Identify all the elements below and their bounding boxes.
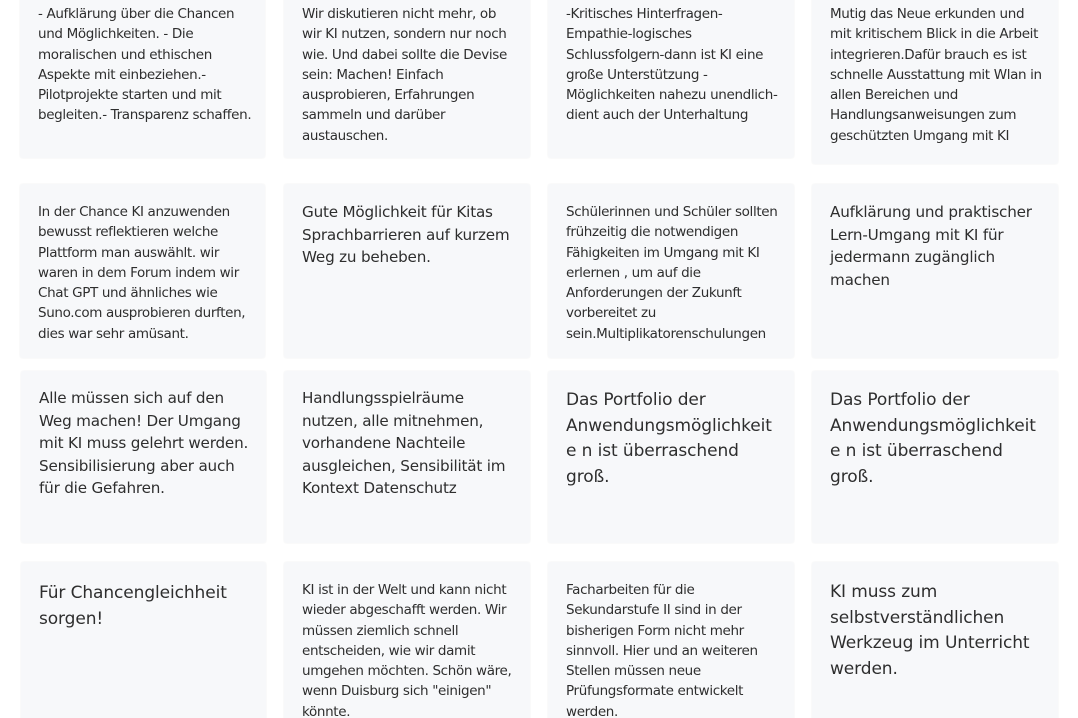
sticky-note-text: Für Chancengleichheit sorgen! [39,583,227,629]
sticky-note-card[interactable] [548,371,794,543]
sticky-note-card[interactable] [21,562,266,718]
sticky-note-text: Das Portfolio der Anwendungsmöglichkeite n ist überraschend groß. [830,390,1036,487]
sticky-note-text: Handlungsspielräume nutzen, alle mitnehmen, vorhandene Nachteile ausgleichen, Sensibilität im Kontext Datenschutz [302,389,506,498]
sticky-note-card[interactable] [284,371,530,543]
sticky-note-card[interactable] [812,371,1058,543]
sticky-note-card[interactable] [812,562,1058,718]
sticky-note-text: - Aufklärung über die Chancen und Möglichkeiten. - Die moralischen und ethischen Aspekte mit einbeziehen.- Pilotprojekte starten und mit begleiten.- Transparenz schaffen. [38,6,252,124]
sticky-note-text: In der Chance KI anzuwenden bewusst reflektieren welche Plattform man auswählt. wir waren in dem Forum indem wir Chat GPT und ähnliches wie Suno.com ausprobieren durften, dies war sehr amüsant. [38,204,246,342]
sticky-note-card[interactable] [284,0,530,158]
sticky-note-card[interactable] [20,184,265,358]
sticky-note-text: Wir diskutieren nicht mehr, ob wir KI nutzen, sondern nur noch wie. Und dabei sollte die Devise sein: Machen! Einfach ausprobieren, Erfahrungen sammeln und darüber austauschen. [302,6,507,144]
sticky-note-card[interactable] [20,0,265,158]
sticky-note-card[interactable] [284,184,530,358]
sticky-note-text: KI muss zum selbstverständlichen Werkzeug im Unterricht werden. [830,582,1030,679]
sticky-note-card[interactable] [548,562,794,718]
sticky-note-text: Gute Möglichkeit für Kitas Sprachbarrieren auf kurzem Weg zu beheben. [302,203,510,267]
sticky-note-text: Alle müssen sich auf den Weg machen! Der Umgang mit KI muss gelehrt werden. Sensibilisierung aber auch für die Gefahren. [39,389,249,498]
sticky-note-text: Facharbeiten für die Sekundarstufe II sind in der bisherigen Form nicht mehr sinnvoll. Hier und an weiteren Stellen müssen neue Prüfungsformate entwickelt werden. [566,582,758,718]
sticky-note-text: Aufklärung und praktischer Lern-Umgang mit KI für jedermann zugänglich machen [830,203,1032,289]
sticky-note-text: -Kritisches Hinterfragen-Empathie-logisches Schlussfolgern-dann ist KI eine große Unterstützung - Möglichkeiten nahezu unendlich-dient auch der Unterhaltung [566,6,778,124]
sticky-note-card[interactable] [812,0,1058,164]
sticky-note-text: Das Portfolio der Anwendungsmöglichkeite n ist überraschend groß. [566,390,772,487]
sticky-note-text: Mutig das Neue erkunden und mit kritischem Blick in die Arbeit integrieren.Dafür brauch es ist schnelle Ausstattung mit Wlan in allen Bereichen und Handlungsanweisungen zum geschützten Umgang mit KI [830,6,1042,144]
sticky-note-card[interactable] [812,184,1058,358]
sticky-note-text: Schülerinnen und Schüler sollten frühzeitig die notwendigen Fähigkeiten im Umgang mit KI erlernen , um auf die Anforderungen der Zukunft vorbereitet zu sein.Multiplikatorenschulungen [566,204,778,342]
sticky-note-text: KI ist in der Welt und kann nicht wieder abgeschafft werden. Wir müssen ziemlich schnell entscheiden, wie wir damit umgehen möchten. Schön wäre, wenn Duisburg sich "einigen" könnte. [302,582,512,718]
sticky-note-card[interactable] [21,371,266,543]
sticky-note-card[interactable] [548,184,794,358]
sticky-note-card[interactable] [548,0,794,158]
sticky-note-card[interactable] [284,562,530,718]
